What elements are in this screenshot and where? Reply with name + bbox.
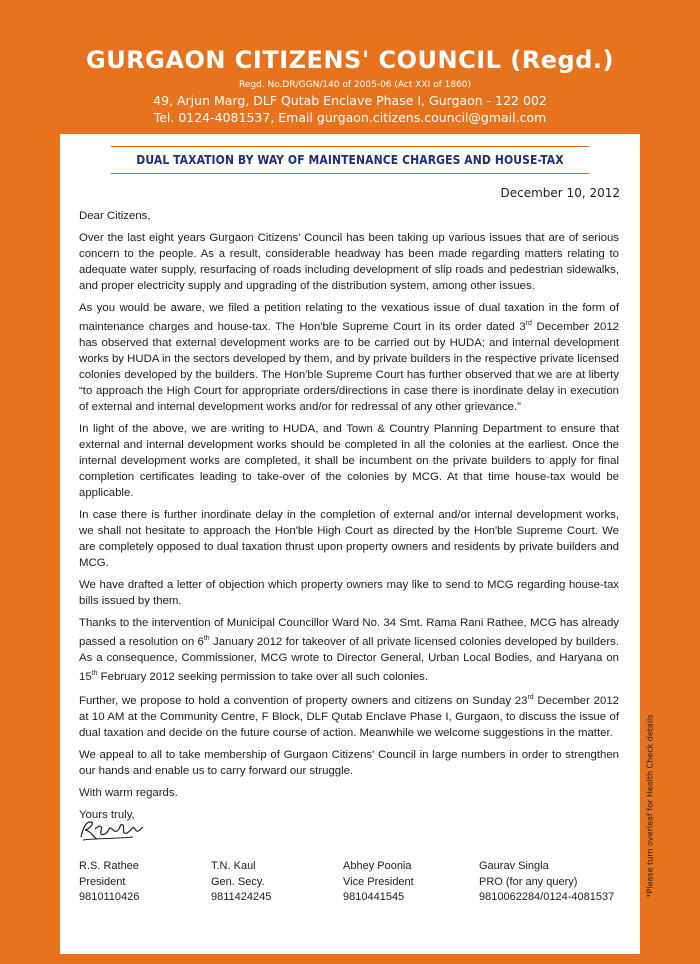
signatory-phone: 9810441545 bbox=[343, 891, 405, 903]
paragraph-2: As you would be aware, we filed a petition relating to the vexatious issue of dual taxation in the form of maintenance charges and house-tax. The Hon'ble Supreme Court in its order dated 3rd December 2012 has observed that external development works are to be carried out by HUDA; and internal development works by HUDA in the sectors developed by them, and by private builders in the respective private licensed colonies developed by the builders. The Hon'ble Supreme Court has further observed that we are at liberty “to approach the High Court for appropriate orders/directions in case there is inordinate delay in execution of external and internal development works and/or for redressal of any other grievance.” bbox=[79, 302, 619, 413]
side-note-text: *Please turn overleaf for Health Check details bbox=[645, 714, 655, 898]
signatory-3 bbox=[343, 859, 414, 906]
letter-date: December 10, 2012 bbox=[500, 186, 620, 200]
paragraph-5: We have drafted a letter of objection which property owners may like to send to MCG regarding house-tax bills issued by them. bbox=[79, 578, 619, 607]
signatory-phone: 9810110426 bbox=[79, 891, 140, 903]
letterhead bbox=[0, 0, 700, 132]
signatory-name: Gaurav Singla bbox=[479, 860, 549, 872]
side-note bbox=[642, 716, 658, 896]
document-title-band bbox=[111, 146, 589, 174]
paragraph-7: Further, we propose to hold a convention of property owners and citizens on Sunday 23rd December 2012 at 10 AM at the Community Centre, F Block, DLF Qutab Enclave Phase I, Gurgaon, to discuss the issue of dual taxation and decide on the future course of action. Meanwhile we welcome suggestions in the matter. bbox=[79, 694, 619, 740]
paragraph-1: Over the last eight years Gurgaon Citizens' Council has been taking up various issues that are of serious concern to the people. As a result, considerable headway has been made regarding matters relating to adequate water supply, resurfacing of roads including development of slip roads and pedestrian sidewalks, and proper electricity supply and upgrading of the distribution system, among other issues. bbox=[79, 232, 619, 292]
salutation: Dear Citizens, bbox=[79, 210, 151, 222]
signatory-role: President bbox=[79, 875, 126, 888]
handwritten-signature bbox=[77, 817, 147, 843]
letter-page bbox=[60, 134, 640, 954]
org-contact: Tel. 0124-4081537, Email gurgaon.citizens.council@gmail.com bbox=[153, 110, 547, 125]
signatory-2 bbox=[211, 859, 271, 906]
signatory-1 bbox=[79, 859, 139, 906]
paragraph-3: In light of the above, we are writing to HUDA, and Town & Country Planning Department to ensure that external and internal development works should be completed in all the colonies at the earliest. Once the internal development works are completed, it shall be incumbent on the private builders to apply for final completion certificates leading to take-over of the colonies by MCG. At that time house-tax would be applicable. bbox=[79, 422, 619, 499]
paragraph-6: Thanks to the intervention of Municipal Councillor Ward No. 34 Smt. Rama Rani Rathee, MCG has already passed a resolution on 6th January 2012 for takeover of all private licensed colonies developed by builders. As a consequence, Commissioner, MCG wrote to Director General, Urban Local Bodies, and Haryana on 15th February 2012 seeking permission to take over all such colonies. bbox=[79, 616, 619, 683]
registration-number: Regd. No.DR/GGN/140 of 2005-06 (Act XXI of 1860) bbox=[238, 80, 472, 90]
signatory-phone: 9811424245 bbox=[211, 891, 272, 903]
letter-body bbox=[79, 208, 619, 829]
paragraph-8: We appeal to all to take membership of Gurgaon Citizens' Council in large numbers in order to strengthen our hands and enable us to carry forward our struggle. bbox=[79, 749, 619, 778]
signatory-name: Abhey Poonia bbox=[343, 860, 412, 872]
org-address: 49, Arjun Marg, DLF Qutab Enclave Phase I, Gurgaon - 122 002 bbox=[153, 93, 547, 108]
signatory-phone: 9810062284/0124-4081537 bbox=[479, 891, 615, 903]
closing: With warm regards. bbox=[79, 787, 178, 800]
signatory-role: PRO (for any query) bbox=[479, 875, 578, 888]
document-title: DUAL TAXATION BY WAY OF MAINTENANCE CHARGES AND HOUSE-TAX bbox=[136, 153, 564, 167]
signatory-4 bbox=[479, 859, 614, 906]
org-name: GURGAON CITIZENS' COUNCIL (Regd.) bbox=[86, 46, 614, 74]
signatory-name: T.N. Kaul bbox=[211, 860, 256, 872]
signatory-role: Vice President bbox=[343, 875, 414, 888]
signatory-role: Gen. Secy. bbox=[211, 875, 265, 888]
paragraph-4: In case there is further inordinate delay in the completion of external and/or internal development works, we shall not hesitate to approach the Hon'ble High Court as directed by the Hon'ble Supreme Court. We are completely opposed to dual taxation thrust upon property owners and residents by private builders and MCG. bbox=[79, 508, 619, 569]
signatory-name: R.S. Rathee bbox=[79, 860, 139, 872]
yours-truly: Yours truly, bbox=[79, 809, 135, 822]
